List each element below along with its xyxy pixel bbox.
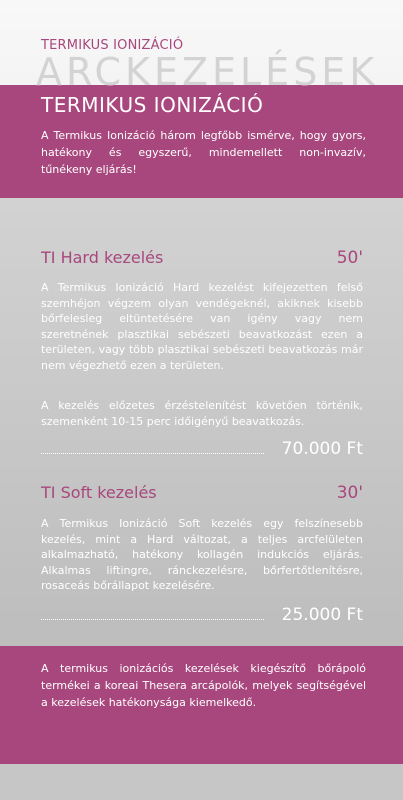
treatment-soft-price: 25.000 Ft bbox=[281, 605, 363, 625]
header-kicker: TERMIKUS IONIZÁCIÓ bbox=[41, 38, 184, 53]
treatments-section bbox=[0, 198, 403, 646]
bottom-strip bbox=[0, 764, 403, 800]
treatment-hard-name: TI Hard kezelés bbox=[41, 248, 164, 267]
footer-text: A termikus ionizációs kezelések kiegészítő bőrápoló termékei a koreai Thesera arcápolók, melyek segítségével a kezelések hatékonysága kiemelkedő. bbox=[41, 662, 366, 709]
treatment-hard-price-row bbox=[41, 437, 363, 459]
treatment-soft-duration: 30' bbox=[336, 483, 363, 503]
treatment-soft-header bbox=[41, 483, 363, 503]
treatment-soft-description: A Termikus Ionizáció Soft kezelés egy felszínesebb kezelés, mint a Hard változat, a teljes arcfelületen alkalmazható, hatékony kollagén indukciós eljárás. Alkalmas liftingre, ránckezelésre, bőrfertőtlenítésre, rosaceás bőrállapot kezelésére. bbox=[41, 517, 363, 593]
footer-band bbox=[0, 646, 403, 764]
intro-title: TERMIKUS IONIZÁCIÓ bbox=[41, 93, 264, 117]
price-leader-dots bbox=[41, 453, 264, 454]
treatment-soft-price-row bbox=[41, 603, 363, 625]
treatment-soft-name: TI Soft kezelés bbox=[41, 483, 157, 502]
treatment-hard-note: A kezelés előzetes érzéstelenítést követően történik, szemenként 10-15 perc időigényű beavatkozás. bbox=[41, 399, 363, 428]
price-leader-dots bbox=[41, 619, 264, 620]
treatment-hard-price: 70.000 Ft bbox=[281, 439, 363, 459]
treatment-hard-description: A Termikus Ionizáció Hard kezelést kifejezetten felső szemhéjon végzem olyan vendégeknél, akiknek kisebb bőrfelesleg eltüntetésére van igény vagy nem szeretnének plasztikai sebészeti beavatkozást ezen a területen, vagy több plasztikai sebészeti beavatkozás már nem végezhető ezen a területen. bbox=[41, 281, 363, 372]
intro-band bbox=[0, 85, 403, 198]
treatment-hard-header bbox=[41, 248, 363, 268]
page-title: ARCKEZELÉSEK bbox=[36, 50, 379, 94]
intro-text: A Termikus Ionizáció három legfőbb ismérve, hogy gyors, hatékony és egyszerű, mindemellett non-invazív, tűnékeny eljárás! bbox=[41, 129, 366, 176]
treatment-hard-duration: 50' bbox=[336, 248, 363, 268]
